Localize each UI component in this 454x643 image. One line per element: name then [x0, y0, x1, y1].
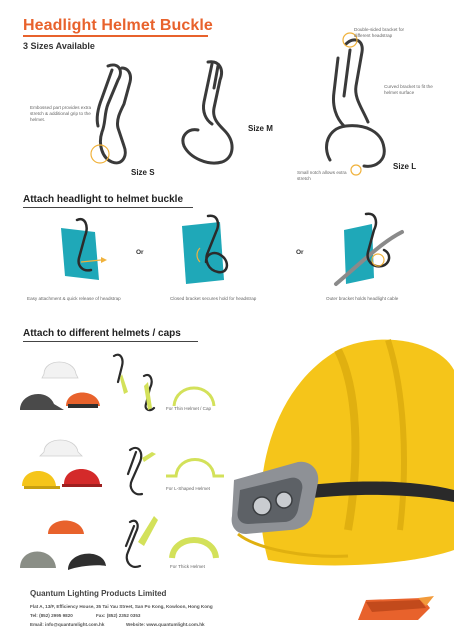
label-size-l: Size L: [393, 162, 417, 171]
attach-step-2-image: [178, 214, 248, 288]
caption-step-3: Outer bracket holds headlight cable: [326, 296, 399, 301]
profile-lshaped-image: [164, 448, 226, 478]
company-website: Website: www.quantumlight.com.hk: [126, 622, 205, 627]
section-rule: [23, 341, 198, 342]
company-name: Quantum Lighting Products Limited: [30, 589, 167, 598]
caption-step-2: Closed bracket secures hold for headstrap: [170, 296, 257, 301]
company-address: Flat A, 13/F, Efficiency House, 35 Tai Yau Street, San Po Kong, Kowloon, Hong Kong: [30, 604, 213, 609]
buckle-size-l-image: [318, 36, 398, 176]
page-subtitle: 3 Sizes Available: [23, 41, 95, 51]
helmet-group-lshaped-image: [20, 430, 102, 494]
or-label-2: Or: [296, 249, 304, 256]
note-notch: Small notch allows extra stretch: [297, 170, 347, 181]
title-underline: [23, 35, 208, 37]
company-logo-image: [356, 596, 434, 622]
or-label-1: Or: [136, 249, 144, 256]
company-tel: Tel: (852) 2995 9820: [30, 613, 73, 618]
label-size-m: Size M: [248, 124, 273, 133]
buckle-thin-image: [108, 352, 160, 412]
note-curved: Curved bracket to fit the helmet surface: [384, 84, 433, 95]
label-thick-helmet: For Thick Helmet: [170, 564, 205, 569]
section-heading-attach-headlight: Attach headlight to helmet buckle: [23, 194, 184, 205]
profile-thick-image: [168, 526, 220, 558]
helmet-group-thick-image: [18, 508, 110, 572]
page-title: Headlight Helmet Buckle: [23, 17, 213, 34]
helmet-with-headlight-image: [228, 330, 454, 580]
section-heading-attach-helmets: Attach to different helmets / caps: [23, 328, 181, 339]
company-fax: Fax: (852) 2352 0353: [96, 613, 141, 618]
label-lshaped-helmet: For L-Shaped Helmet: [166, 486, 210, 491]
label-thin-helmet: For Thin Helmet / Cap: [166, 406, 212, 411]
note-embossed: Embossed part provides extra stretch & additional grip to the helmet.: [30, 105, 92, 122]
profile-thin-image: [170, 372, 218, 406]
helmet-group-thin-image: [18, 352, 104, 418]
buckle-size-m-image: [178, 58, 248, 170]
label-size-s: Size S: [131, 168, 155, 177]
note-double-sided: Double-sided bracket for different headstrap: [354, 27, 405, 38]
attach-step-3-image: [332, 212, 412, 288]
buckle-lshaped-image: [116, 444, 160, 498]
attach-step-1-image: [55, 218, 120, 288]
section-rule: [23, 207, 193, 208]
caption-step-1: Easy attachment & quick release of headstrap: [27, 296, 121, 301]
buckle-thick-image: [118, 512, 158, 572]
company-email: Email: info@quantumlight.com.hk: [30, 622, 105, 627]
